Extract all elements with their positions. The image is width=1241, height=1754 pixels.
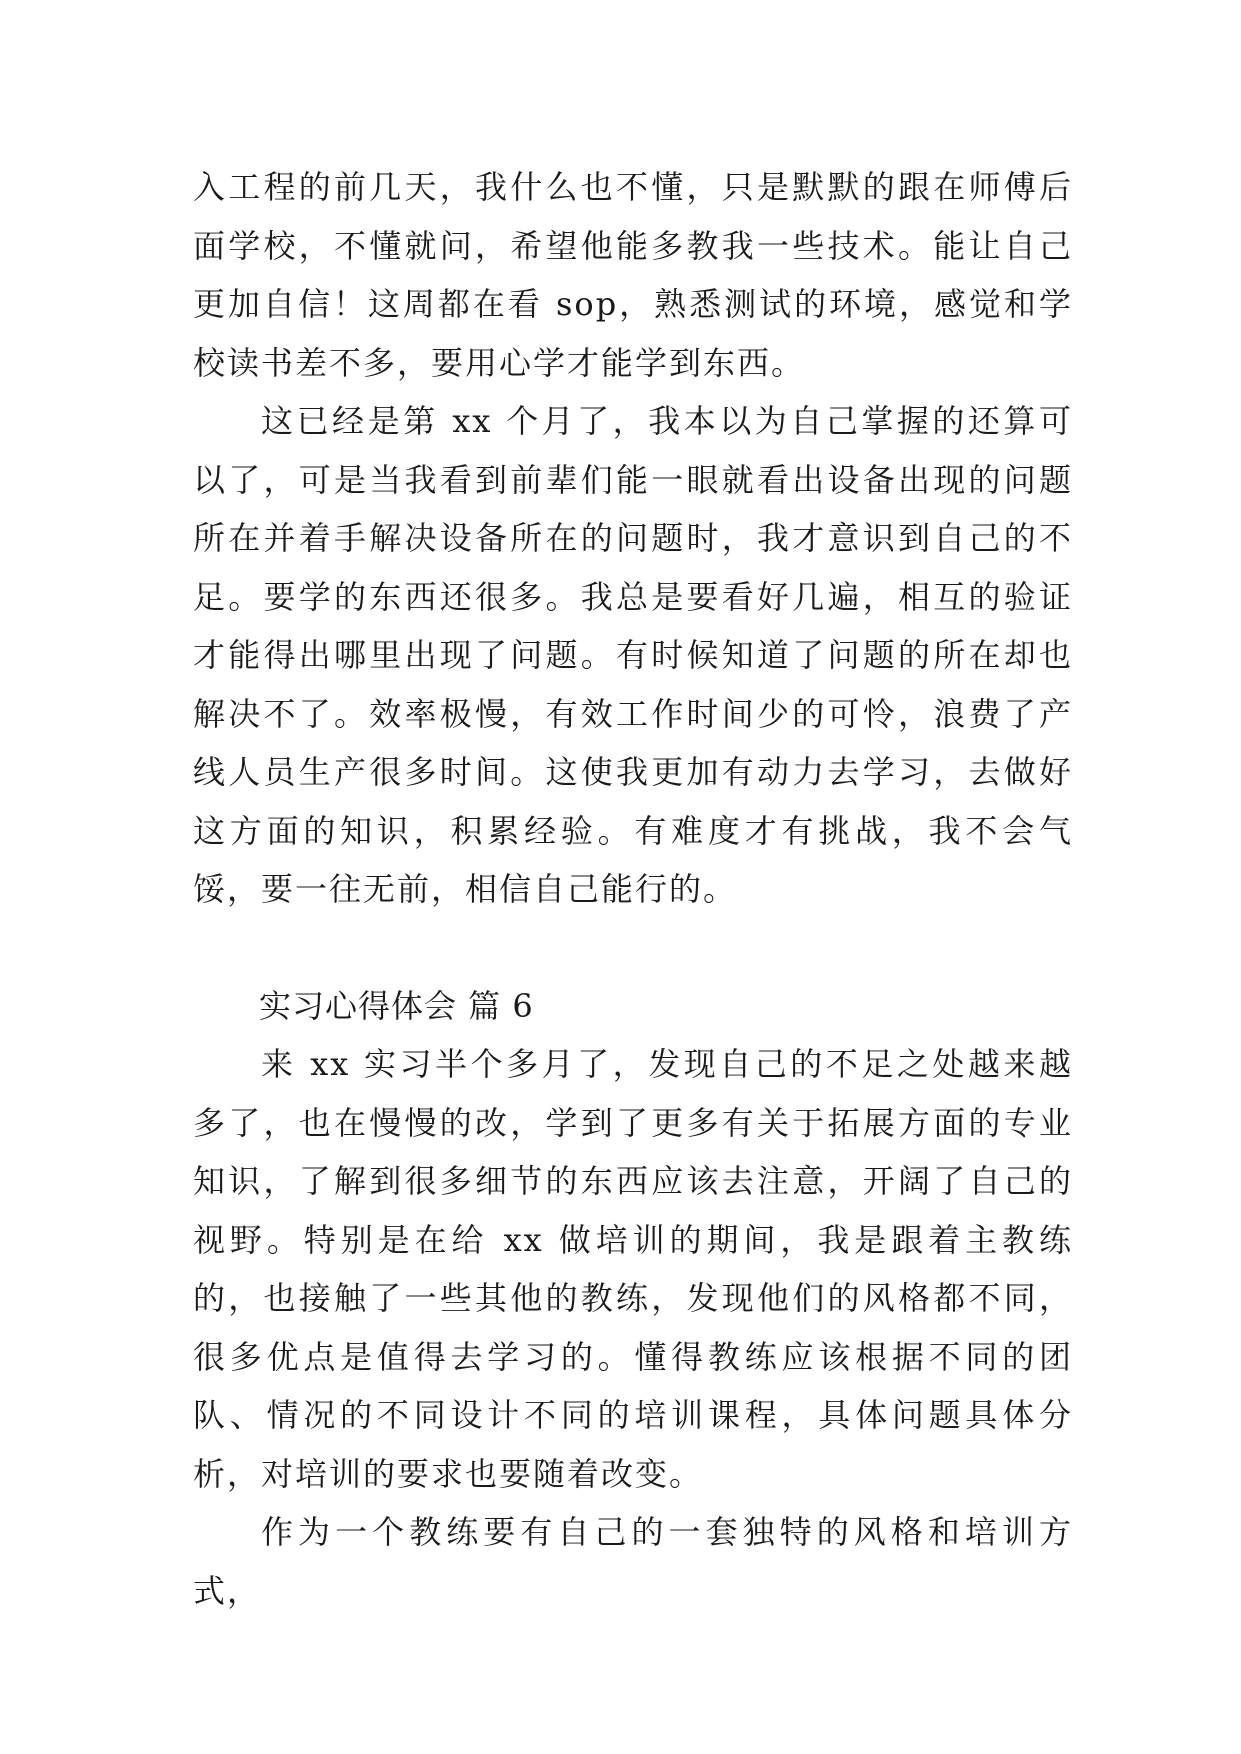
paragraph-3: 来 xx 实习半个多月了，发现自己的不足之处越来越多了，也在慢慢的改，学到了更多有关于拓展方面的专业知识，了解到很多细节的东西应该去注意，开阔了自己的视野。特别是在给 xx 做培训的期间，我是跟着主教练的，也接触了一些其他的教练，发现他们的风格都不同，很多优点是值得去学习的。懂得教练应该根据不同的团队、情况的不同设计不同的培训课程，具体问题具体分析，对培训的要求也要随着改变。 [193, 1045, 1073, 1493]
paragraph-2: 这已经是第 xx 个月了，我本以为自己掌握的还算可以了，可是当我看到前辈们能一眼就看出设备出现的问题所在并着手解决设备所在的问题时，我才意识到自己的不足。要学的东西还很多。我总是要看好几遍，相互的验证才能得出哪里出现了问题。有时候知道了问题的所在却也解决不了。效率极慢，有效工作时间少的可怜，浪费了产线人员生产很多时间。这使我更加有动力去学习，去做好这方面的知识，积累经验。有难度才有挑战，我不会气馁，要一往无前，相信自己能行的。 [193, 402, 1073, 908]
document-body [193, 158, 1073, 1620]
paragraph-4: 作为一个教练要有自己的一套独特的风格和培训方式， [193, 1513, 1073, 1610]
paragraph-1: 入工程的前几天，我什么也不懂，只是默默的跟在师傅后面学校，不懂就问，希望他能多教我一些技术。能让自己更加自信！这周都在看 sop，熟悉测试的环境，感觉和学校读书差不多，要用心学才能学到东西。 [193, 168, 1073, 382]
section-heading: 实习心得体会 篇 6 [259, 986, 534, 1025]
